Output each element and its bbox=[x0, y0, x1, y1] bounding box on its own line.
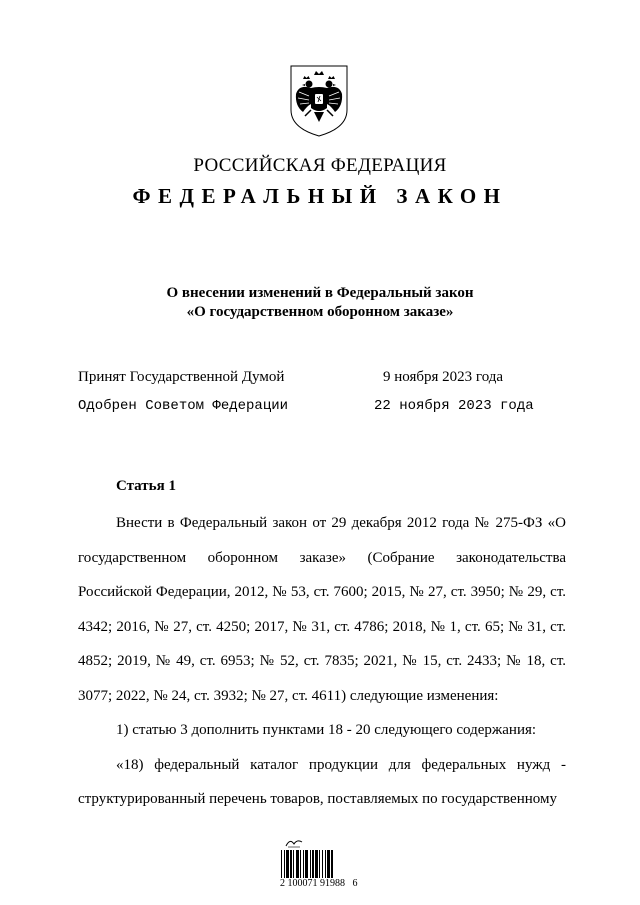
barcode-bar bbox=[331, 850, 333, 878]
barcode-icon bbox=[280, 850, 360, 878]
law-title-line-1: О внесении изменений в Федеральный закон bbox=[166, 285, 474, 301]
barcode-bar bbox=[312, 850, 314, 878]
law-title bbox=[0, 284, 640, 322]
coat-of-arms-icon bbox=[287, 62, 351, 138]
article-paragraph: «18) федеральный каталог продукции для федеральных нужд - структурированный перечень товаров, поставляемых по государственному bbox=[78, 756, 566, 807]
adoption-label: Одобрен Советом Федерации bbox=[78, 398, 289, 414]
article-heading: Статья 1 bbox=[116, 478, 176, 494]
barcode-bar bbox=[284, 850, 285, 878]
barcode-bar bbox=[315, 850, 318, 878]
barcode-bar bbox=[322, 850, 323, 878]
article-paragraph: Внести в Федеральный закон от 29 декабря 2012 года № 275-ФЗ «О государственном оборонном заказе» (Собрание законодательства Российской Федерации, 2012, № 53, ст. 7600; 2015, № 27, ст. 3950; № 29, ст. 4342; 2016, № 27, ст. 4250; 2017, № 31, ст. 4786; 2018, № 1, ст. 65; № 31, ст. 4852; 2019, № 49, ст. 6953; № 52, ст. 7835; 2021, № 15, ст. 2433; № 18, ст. 3077; 2022, № 24, ст. 3932; № 27, ст. 4611) следующие изменения: bbox=[78, 515, 566, 704]
signature-mark-icon bbox=[284, 836, 304, 848]
country-name: РОССИЙСКАЯ ФЕДЕРАЦИЯ bbox=[193, 155, 447, 176]
law-title-line-2: «О государственном оборонном заказе» bbox=[186, 304, 454, 320]
barcode-bar bbox=[319, 850, 320, 878]
article-paragraph: 1) статью 3 дополнить пунктами 18 - 20 следующего содержания: bbox=[116, 722, 537, 738]
adoption-label: Принят Государственной Думой bbox=[78, 369, 285, 385]
barcode-bar bbox=[290, 850, 292, 878]
barcode-bar bbox=[293, 850, 294, 878]
adoption-date: 22 ноября 2023 года bbox=[374, 398, 534, 414]
barcode-bar bbox=[296, 850, 299, 878]
barcode-bar bbox=[281, 850, 282, 878]
barcode-bar bbox=[325, 850, 326, 878]
document-barcode bbox=[280, 836, 380, 889]
barcode-bar bbox=[305, 850, 308, 878]
barcode-bar bbox=[300, 850, 301, 878]
barcode-number: 2 100071 91988 6 bbox=[280, 878, 358, 889]
document-type: ФЕДЕРАЛЬНЫЙ ЗАКОН bbox=[132, 184, 508, 208]
barcode-bar bbox=[310, 850, 311, 878]
barcode-bar bbox=[303, 850, 304, 878]
article-body bbox=[78, 506, 566, 817]
adoption-date: 9 ноября 2023 года bbox=[383, 369, 504, 385]
barcode-bar bbox=[286, 850, 289, 878]
barcode-bar bbox=[327, 850, 330, 878]
